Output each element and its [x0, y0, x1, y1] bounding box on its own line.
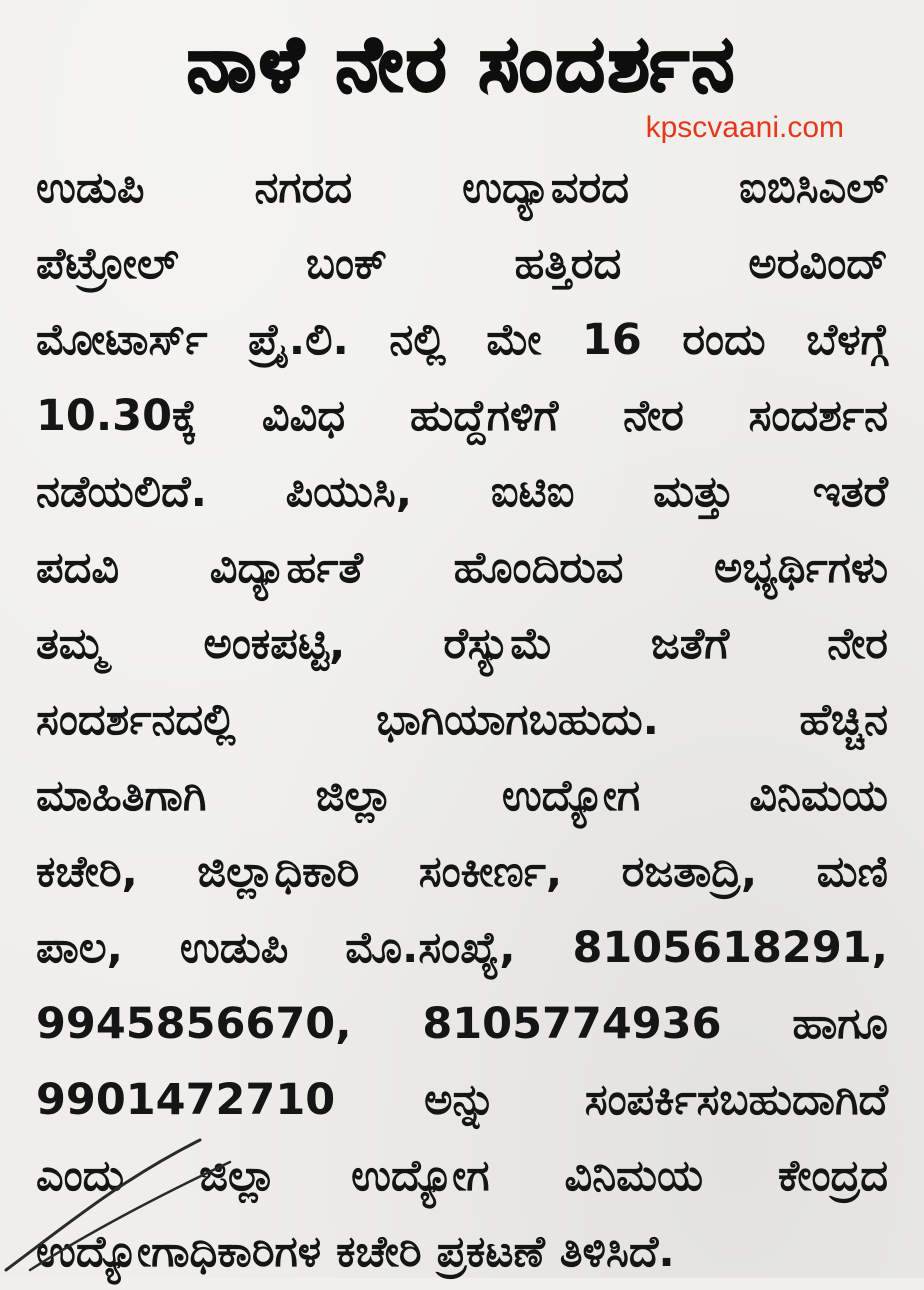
watermark: kpscvaani.com	[645, 111, 844, 144]
article-line: ಕಚೇರಿ, ಜಿಲ್ಲಾಧಿಕಾರಿ ಸಂಕೀರ್ಣ, ರಜತಾದ್ರಿ, ಮಣಿ	[36, 847, 888, 897]
article-line: ಎಂದು ಜಿಲ್ಲಾ ಉದ್ಯೋಗ ವಿನಿಮಯ ಕೇಂದ್ರದ	[36, 1151, 888, 1201]
article-line: 9945856670, 8105774936 ಹಾಗೂ	[36, 999, 888, 1049]
article-line: ತಮ್ಮ ಅಂಕಪಟ್ಟಿ, ರೆಸ್ಯುಮೆ ಜತೆಗೆ ನೇರ	[36, 619, 888, 669]
article-line: 10.30ಕ್ಕೆ ವಿವಿಧ ಹುದ್ದೆಗಳಿಗೆ ನೇರ ಸಂದರ್ಶನ	[36, 391, 888, 441]
article-line: ಉದ್ಯೋಗಾಧಿಕಾರಿಗಳ ಕಚೇರಿ ಪ್ರಕಟಣೆ ತಿಳಿಸಿದೆ.	[36, 1227, 675, 1277]
article-line: ಪಾಲ, ಉಡುಪಿ ಮೊ.ಸಂಖ್ಯೆ, 8105618291,	[36, 923, 888, 973]
article-line: ಪೆಟ್ರೋಲ್ ಬಂಕ್ ಹತ್ತಿರದ ಅರವಿಂದ್	[36, 239, 888, 289]
article-line: ನಡೆಯಲಿದೆ. ಪಿಯುಸಿ, ಐಟಿಐ ಮತ್ತು ಇತರೆ	[36, 467, 888, 517]
article-body	[36, 150, 888, 1290]
article-line: ಸಂದರ್ಶನದಲ್ಲಿ ಭಾಗಿಯಾಗಬಹುದು. ಹೆಚ್ಚಿನ	[36, 695, 888, 745]
article-line: ಮೋಟಾರ್ಸ್ ಪ್ರೈ.ಲಿ. ನಲ್ಲಿ ಮೇ 16 ರಂದು ಬೆಳಗ್ಗೆ	[36, 315, 888, 365]
headline: ನಾಳೆ ನೇರ ಸಂದರ್ಶನ	[186, 19, 738, 108]
article-line: ಮಾಹಿತಿಗಾಗಿ ಜಿಲ್ಲಾ ಉದ್ಯೋಗ ವಿನಿಮಯ	[36, 771, 888, 821]
article-line: ಪದವಿ ವಿದ್ಯಾರ್ಹತೆ ಹೊಂದಿರುವ ಅಭ್ಯರ್ಥಿಗಳು	[36, 543, 888, 593]
article-line: 9901472710 ಅನ್ನು ಸಂಪರ್ಕಿಸಬಹುದಾಗಿದೆ	[36, 1075, 888, 1125]
article-line: ಉಡುಪಿ ನಗರದ ಉದ್ಯಾವರದ ಐಬಿಸಿಎಲ್	[36, 163, 888, 213]
